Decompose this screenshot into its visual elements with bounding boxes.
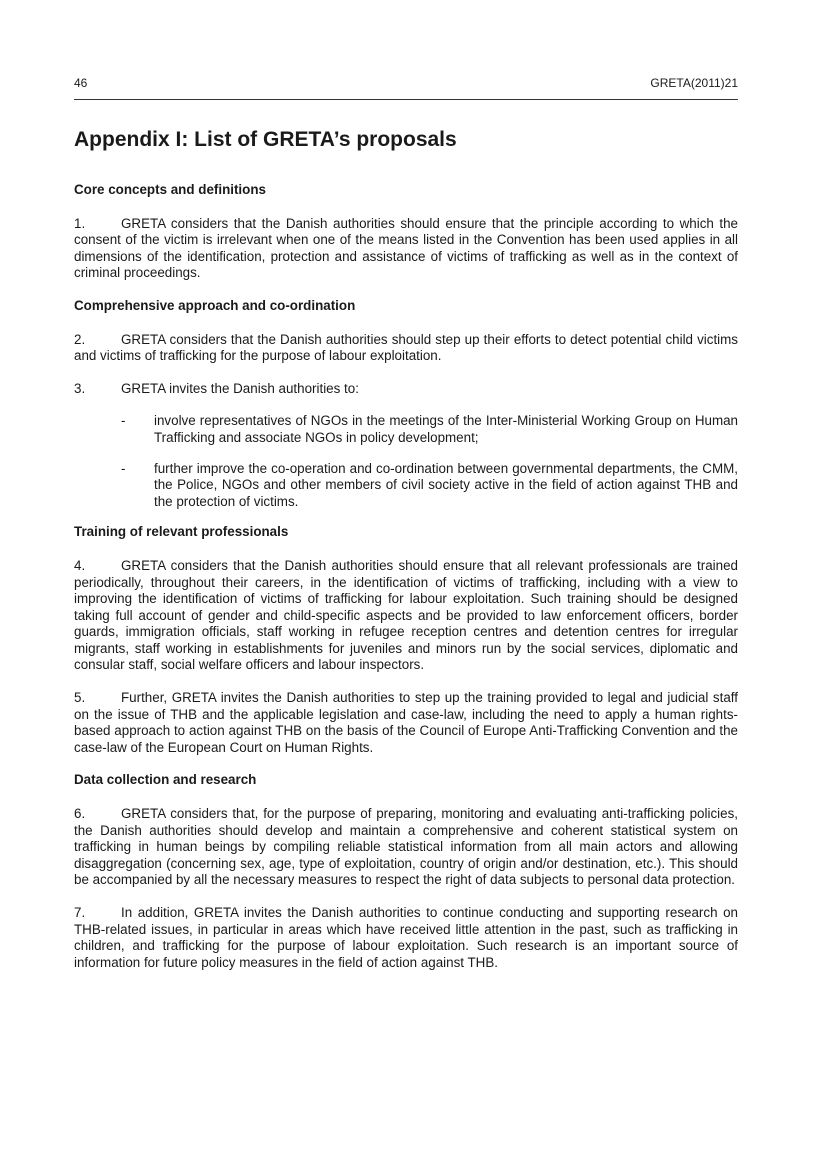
list-item <box>74 413 738 446</box>
document-reference: GRETA(2011)21 <box>650 76 738 90</box>
page-title: Appendix I: List of GRETA’s proposals <box>74 128 457 151</box>
paragraph-number: 6. <box>74 806 86 822</box>
paragraph-number: 2. <box>74 331 86 347</box>
paragraph-3 <box>74 381 738 398</box>
bullet-list <box>74 413 738 510</box>
document-body <box>74 126 738 987</box>
paragraph-number: 1. <box>74 215 86 231</box>
paragraph-1 <box>74 216 738 282</box>
paragraph-number: 7. <box>74 905 86 920</box>
paragraph-number: 5. <box>74 690 86 706</box>
paragraph-text: Further, GRETA invites the Danish authorities to step up the training provided to legal and judicial staff on the issue of THB and the applicable legislation and case-law, including the need to apply a human rights-based approach to action against THB on the basis of the Council of Europe Anti-Trafficking Convention and the case-law of the European Court on Human Rights. <box>74 690 738 755</box>
list-item-text: involve representatives of NGOs in the meetings of the Inter-Ministerial Working Group on Human Trafficking and associate NGOs in policy development; <box>154 413 738 445</box>
bullet-dash: - <box>121 460 126 476</box>
paragraph-2 <box>74 332 738 365</box>
bullet-dash: - <box>121 413 126 429</box>
paragraph-text: GRETA considers that the Danish authorities should ensure that the principle according to which the consent of the victim is irrelevant when one of the means listed in the Convention has been used applies in all dimensions of the identification, protection and assistance of victims of trafficking as well as in the context of criminal proceedings. <box>74 215 738 281</box>
paragraph-text: In addition, GRETA invites the Danish authorities to continue conducting and supporting research on THB-related issues, in particular in areas which have received little attention in the past, such as trafficking in children, and trafficking for the purpose of labour exploitation. Such research is an important source of information for future policy measures in the field of action against THB. <box>74 905 738 970</box>
section-heading-core: Core concepts and definitions <box>74 182 266 197</box>
paragraph-text: GRETA considers that the Danish authorities should step up their efforts to detect potential child victims and victims of trafficking for the purpose of labour exploitation. <box>74 331 738 364</box>
paragraph-text: GRETA considers that, for the purpose of preparing, monitoring and evaluating anti-trafficking policies, the Danish authorities should develop and maintain a comprehensive and coherent statistical system on trafficking in human beings by compiling reliable statistical information from all main actors and allowing disaggregation (concerning sex, age, type of exploitation, country of origin and/or destination, etc.). This should be accompanied by all the necessary measures to respect the right of data subjects to personal data protection. <box>74 806 738 888</box>
page-number: 46 <box>74 76 88 90</box>
paragraph-5 <box>74 690 738 756</box>
list-item-text: further improve the co-operation and co-ordination between governmental departments, the CMM, the Police, NGOs and other members of civil society active in the field of action against THB and the protection of victims. <box>154 460 738 509</box>
paragraph-text: GRETA invites the Danish authorities to: <box>121 380 359 396</box>
paragraph-text: GRETA considers that the Danish authorities should ensure that all relevant professionals are trained periodically, throughout their careers, in the identification of victims of trafficking, including with a view to improving the identification of victims of trafficking for labour exploitation. Such training should be designed taking full account of gender and child-specific aspects and be provided to law enforcement officers, border guards, immigration officials, staff working in refugee reception centres and detention centres for irregular migrants, staff working in establishments for juveniles and minors run by the social services, diplomatic and consular staff, social welfare officers and labour inspectors. <box>74 557 738 673</box>
section-heading-data: Data collection and research <box>74 772 257 788</box>
list-item <box>74 461 738 511</box>
paragraph-number: 4. <box>74 557 86 573</box>
paragraph-7 <box>74 905 738 971</box>
section-heading-training: Training of relevant professionals <box>74 524 289 540</box>
section-heading-comprehensive: Comprehensive approach and co-ordination <box>74 297 356 313</box>
paragraph-4 <box>74 558 738 674</box>
paragraph-number: 3. <box>74 380 86 396</box>
paragraph-6 <box>74 806 738 889</box>
page-header <box>74 76 738 90</box>
header-divider <box>74 99 738 100</box>
